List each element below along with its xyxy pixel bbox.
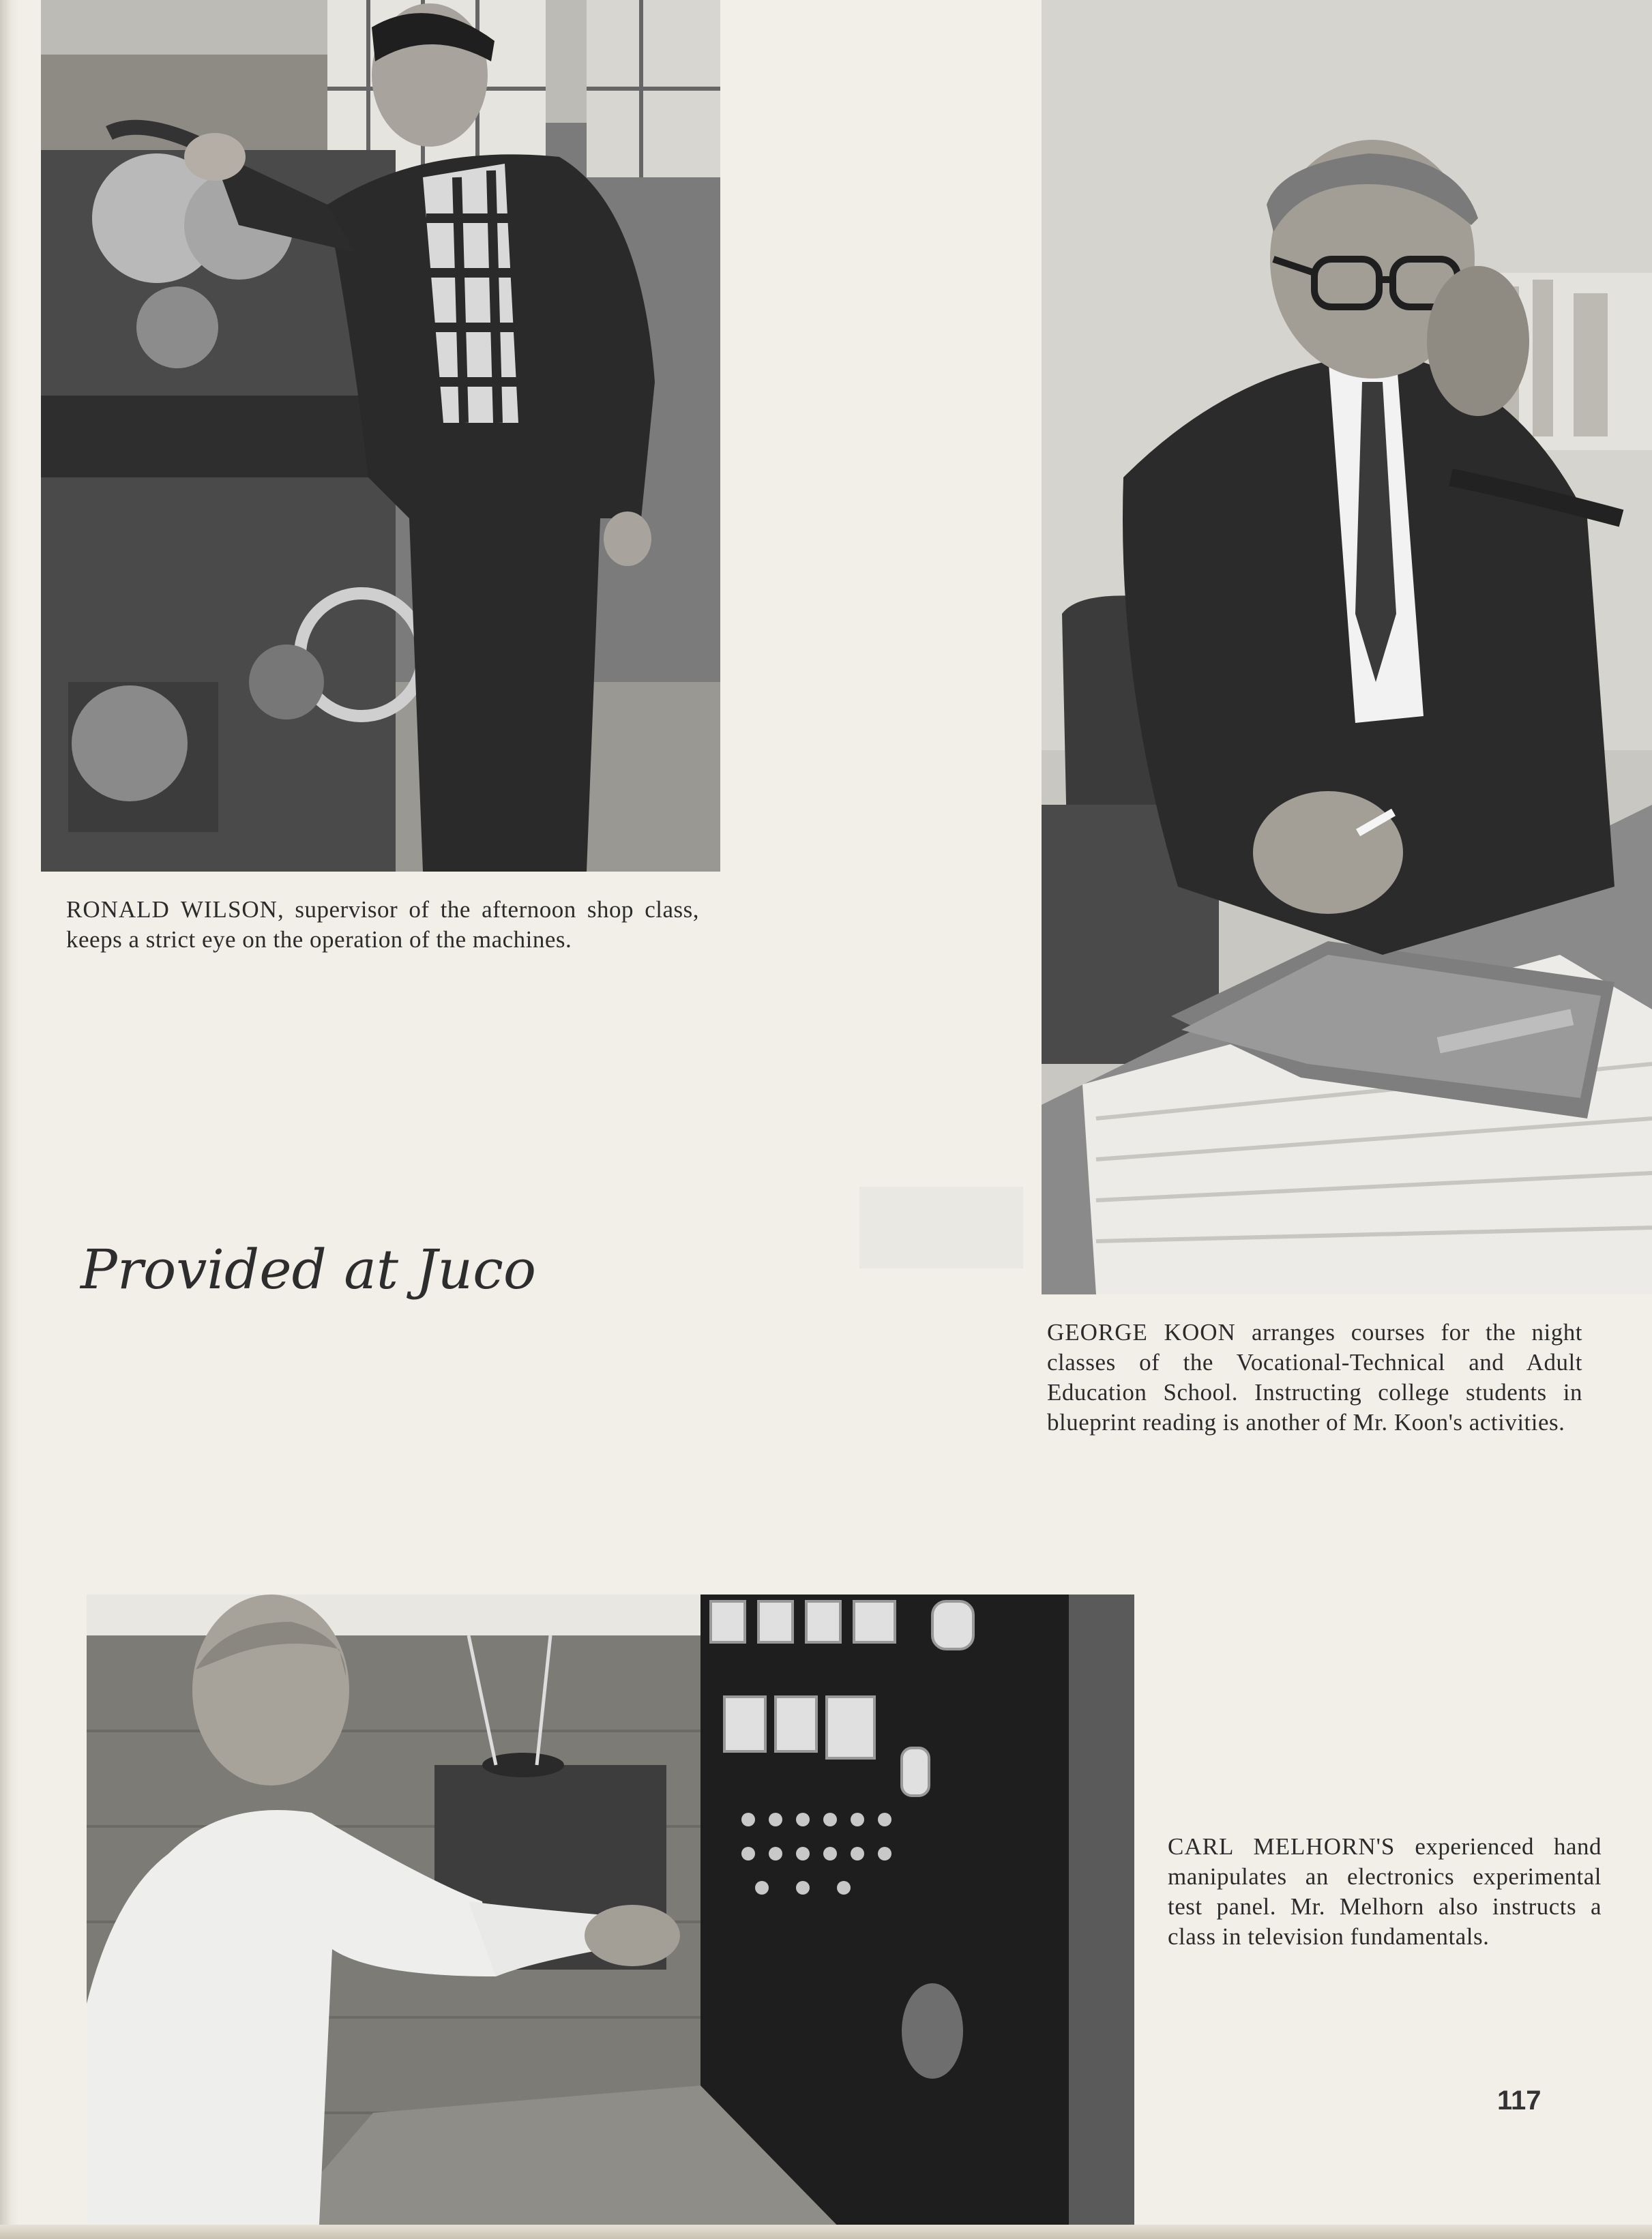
page-heading: Provided at Juco <box>80 1238 537 1301</box>
page-number: 117 <box>1497 2086 1542 2116</box>
photo-ronald-wilson <box>41 0 720 872</box>
caption-name: GEORGE KOON <box>1047 1319 1236 1346</box>
caption-ronald-wilson <box>66 895 699 955</box>
caption-text: arranges courses for the night classes of the Vocational-Technical and Adult Education School. Instructing college students in blueprint reading is another of Mr. Koon's activities. <box>1047 1319 1582 1436</box>
photo-george-koon <box>1042 0 1652 1294</box>
office-telephone-photo-illustration <box>1042 0 1652 1294</box>
page-binding-edge <box>0 0 19 2239</box>
caption-name: RONALD WILSON <box>66 896 278 923</box>
caption-text: experienced hand manipulates an electronics experimental test panel. Mr. Melhorn also instructs a class in television fundamentals. <box>1168 1833 1602 1950</box>
show-through-shadow <box>859 1187 1023 1269</box>
caption-george-koon <box>1047 1318 1582 1438</box>
caption-text: , supervisor of the afternoon shop class, keeps a strict eye on the operation of the machines. <box>66 896 699 953</box>
photo-carl-melhorn <box>87 1595 1134 2239</box>
caption-carl-melhorn <box>1168 1832 1602 1952</box>
caption-name: CARL MELHORN'S <box>1168 1833 1396 1860</box>
shop-machine-photo-illustration <box>41 0 720 872</box>
page-bottom-edge <box>0 2225 1652 2239</box>
electronics-panel-photo-illustration <box>87 1595 1134 2239</box>
